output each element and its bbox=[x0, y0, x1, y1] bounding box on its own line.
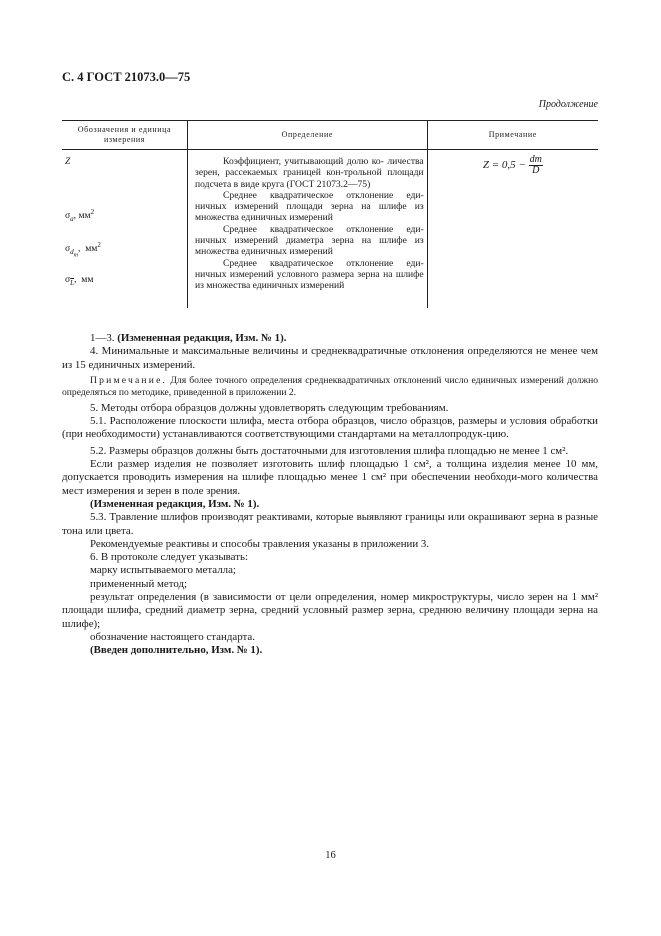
para-1-3: 1—3. (Измененная редакция, Изм. № 1). bbox=[90, 332, 287, 344]
para-5-2-cont: Если размер изделия не позволяет изготовить шлиф площадью 1 см², а толщина изделия менее 10 мм, допускается проводить измерения на шлифе площадью менее 1 см² при обеспечении необходи-мого количества мест измерения и зерен в поле зрения. bbox=[62, 458, 598, 497]
definition-cell bbox=[188, 150, 428, 309]
header-symbol: Обозначения и единица измерения bbox=[62, 121, 188, 150]
para-amend-2: (Введен дополнительно, Изм. № 1). bbox=[90, 644, 263, 657]
page-number: 16 bbox=[325, 850, 336, 861]
note-formula: Z = 0,5 − $\frac{dm}{D}$ bbox=[482, 154, 542, 176]
symbol-z: Z bbox=[65, 156, 71, 167]
para-4: 4. Минимальные и максимальные величины и среднеквадратичные отклонения определяются не менее чем из 15 единичных измерений. bbox=[62, 345, 598, 371]
para-6-item-2: примененный метод; bbox=[90, 577, 188, 590]
para-6-item-3: результат определения (в зависимости от цели определения, номер микроструктуры, число зерен на 1 мм² площади шлифа, средний диаметр зерна, средний условный размер зерна, среднюю величину площади зерна на шлифе); bbox=[62, 591, 598, 630]
definitions-table bbox=[62, 120, 598, 308]
continuation-label: Продолжение bbox=[538, 99, 598, 110]
header-note: Примечание bbox=[427, 121, 598, 150]
para-5-3: 5.3. Травление шлифов производят реактивами, которые выявляют границы или окрашивают зерна в разные тона или цвета. bbox=[62, 511, 598, 537]
definition-z: Коэффициент, учитывающий долю ко- личества зерен, рассекаемых границей кон-трольной площади подсчета в виде круга (ГОСТ 21073.2—75) bbox=[195, 156, 424, 190]
para-5-2: 5.2. Размеры образцов должны быть достаточными для изготовления шлифа площадью не менее 1 см². bbox=[90, 444, 569, 457]
table-header-row bbox=[62, 121, 598, 150]
note-paragraph: Примечание. Для более точного определения среднеквадратичных отклонений число единичных измерений должно определяться по методике, приведенной в приложении 2. bbox=[62, 374, 598, 398]
page-header: С. 4 ГОСТ 21073.0—75 bbox=[62, 70, 191, 84]
definition-sigma-a: Среднее квадратическое отклонение еди- ничных измерений площади зерна на шлифе из множества единичных измерений bbox=[195, 189, 424, 224]
symbol-sigma-l: $\sigma_{\overline{L}}$, мм bbox=[65, 274, 94, 287]
symbol-sigma-a: $\sigma_a$, $мм^2$ bbox=[65, 208, 95, 224]
body-text bbox=[62, 332, 598, 658]
para-5-1: 5.1. Расположение плоскости шлифа, места отбора образцов, число образцов, размеры и условия обработки (при необходимости) устанавливаются соответствующими стандартами на металлопродук-цию. bbox=[62, 415, 598, 441]
symbol-sigma-dm: $\sigma_{d_m}$, $мм^2$ bbox=[65, 241, 101, 259]
para-6-item-4: обозначение настоящего стандарта. bbox=[90, 630, 255, 643]
definition-sigma-dm: Среднее квадратическое отклонение еди- ничных измерений диаметра зерна на шлифе из множества единичных измерений bbox=[195, 223, 424, 258]
para-amend-1: (Измененная редакция, Изм. № 1). bbox=[90, 497, 260, 510]
para-6: 6. В протоколе следует указывать: bbox=[90, 551, 248, 564]
para-5: 5. Методы отбора образцов должны удовлетворять следующим требованиям. bbox=[90, 401, 449, 414]
para-reagents: Рекомендуемые реактивы и способы травления указаны в приложении 3. bbox=[90, 537, 430, 550]
definition-sigma-l: Среднее квадратическое отклонение еди- ничных измерений условного размера зерна на шлифе из множества единичных измерений bbox=[195, 257, 424, 292]
formula-fraction: $\frac{dm}{D}$ bbox=[529, 154, 542, 176]
table-row bbox=[62, 150, 598, 309]
para-6-item-1: марку испытываемого металла; bbox=[90, 564, 236, 577]
header-definition: Определение bbox=[188, 121, 428, 150]
